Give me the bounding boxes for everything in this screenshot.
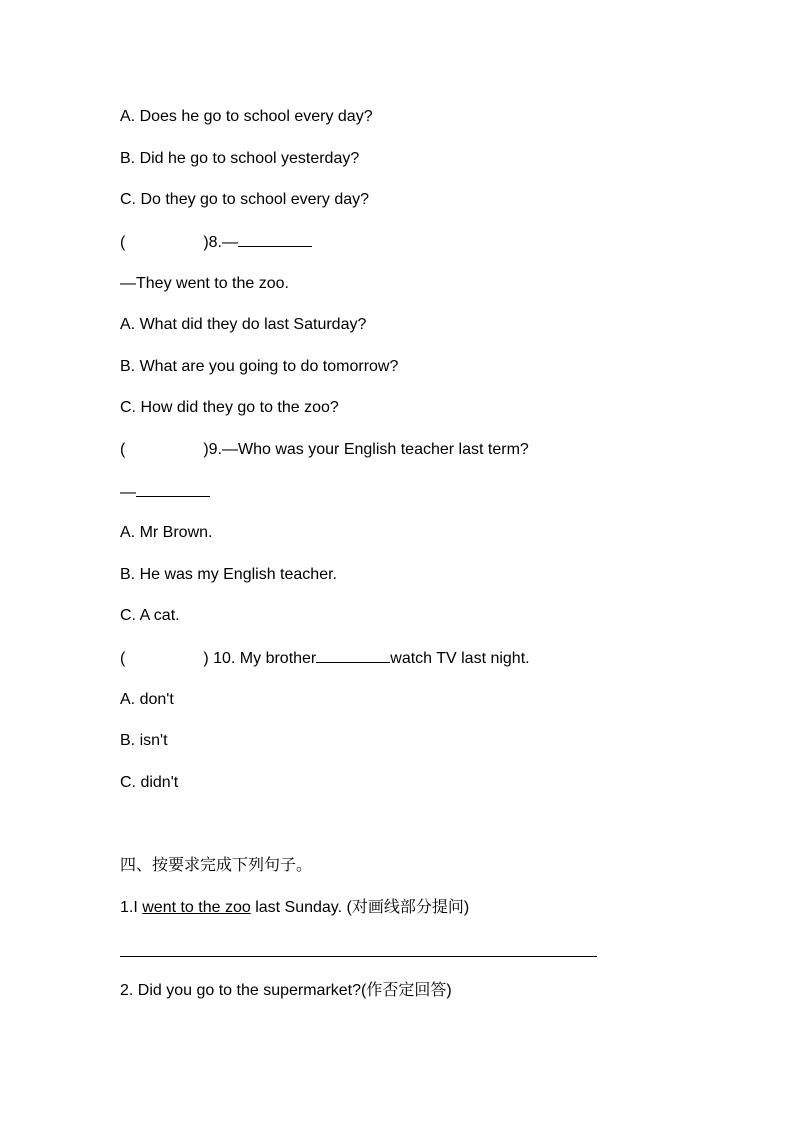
q9-blank[interactable] bbox=[136, 482, 210, 497]
section4-heading: 四、按要求完成下列句子。 bbox=[120, 857, 313, 874]
q8-option-c: C. How did they go to the zoo? bbox=[120, 399, 339, 416]
q10-stem bbox=[120, 648, 530, 668]
q7-option-b: B. Did he go to school yesterday? bbox=[120, 150, 360, 167]
q8-option-a: A. What did they do last Saturday? bbox=[120, 316, 367, 333]
q10-paren-open: ( bbox=[120, 650, 126, 667]
item1-underlined-phrase: went to the zoo bbox=[142, 899, 251, 916]
q9-option-c: C. A cat. bbox=[120, 607, 180, 624]
q10-option-c: C. didn't bbox=[120, 774, 179, 791]
item1-suffix: last Sunday. (对画线部分提问) bbox=[250, 899, 470, 916]
q10-option-a: A. don't bbox=[120, 691, 174, 708]
q8-answer: —They went to the zoo. bbox=[120, 275, 289, 292]
section4-item1 bbox=[120, 898, 469, 918]
q7-option-a: A. Does he go to school every day? bbox=[120, 108, 373, 125]
q7-option-c: C. Do they go to school every day? bbox=[120, 191, 370, 208]
q9-paren-open: ( bbox=[120, 441, 126, 458]
q9-reply bbox=[120, 482, 210, 502]
item1-answer-line[interactable] bbox=[120, 956, 597, 957]
section4-item2: 2. Did you go to the supermarket?(作否定回答) bbox=[120, 982, 452, 999]
q8-number: )8.— bbox=[203, 234, 238, 251]
item1-prefix: 1.I bbox=[120, 899, 143, 916]
q9-reply-dash: — bbox=[120, 484, 136, 501]
q10-option-b: B. isn't bbox=[120, 732, 168, 749]
q9-stem bbox=[120, 440, 529, 460]
q8-paren-open: ( bbox=[120, 234, 126, 251]
q9-option-a: A. Mr Brown. bbox=[120, 524, 213, 541]
q10-stem-before: ) 10. My brother bbox=[203, 650, 317, 667]
q8-blank[interactable] bbox=[238, 232, 312, 247]
q10-stem-after: watch TV last night. bbox=[390, 650, 530, 667]
q10-blank[interactable] bbox=[316, 648, 390, 663]
q9-option-b: B. He was my English teacher. bbox=[120, 566, 337, 583]
q9-question: )9.—Who was your English teacher last term? bbox=[203, 441, 529, 458]
q8-stem bbox=[120, 232, 312, 252]
q8-option-b: B. What are you going to do tomorrow? bbox=[120, 358, 399, 375]
